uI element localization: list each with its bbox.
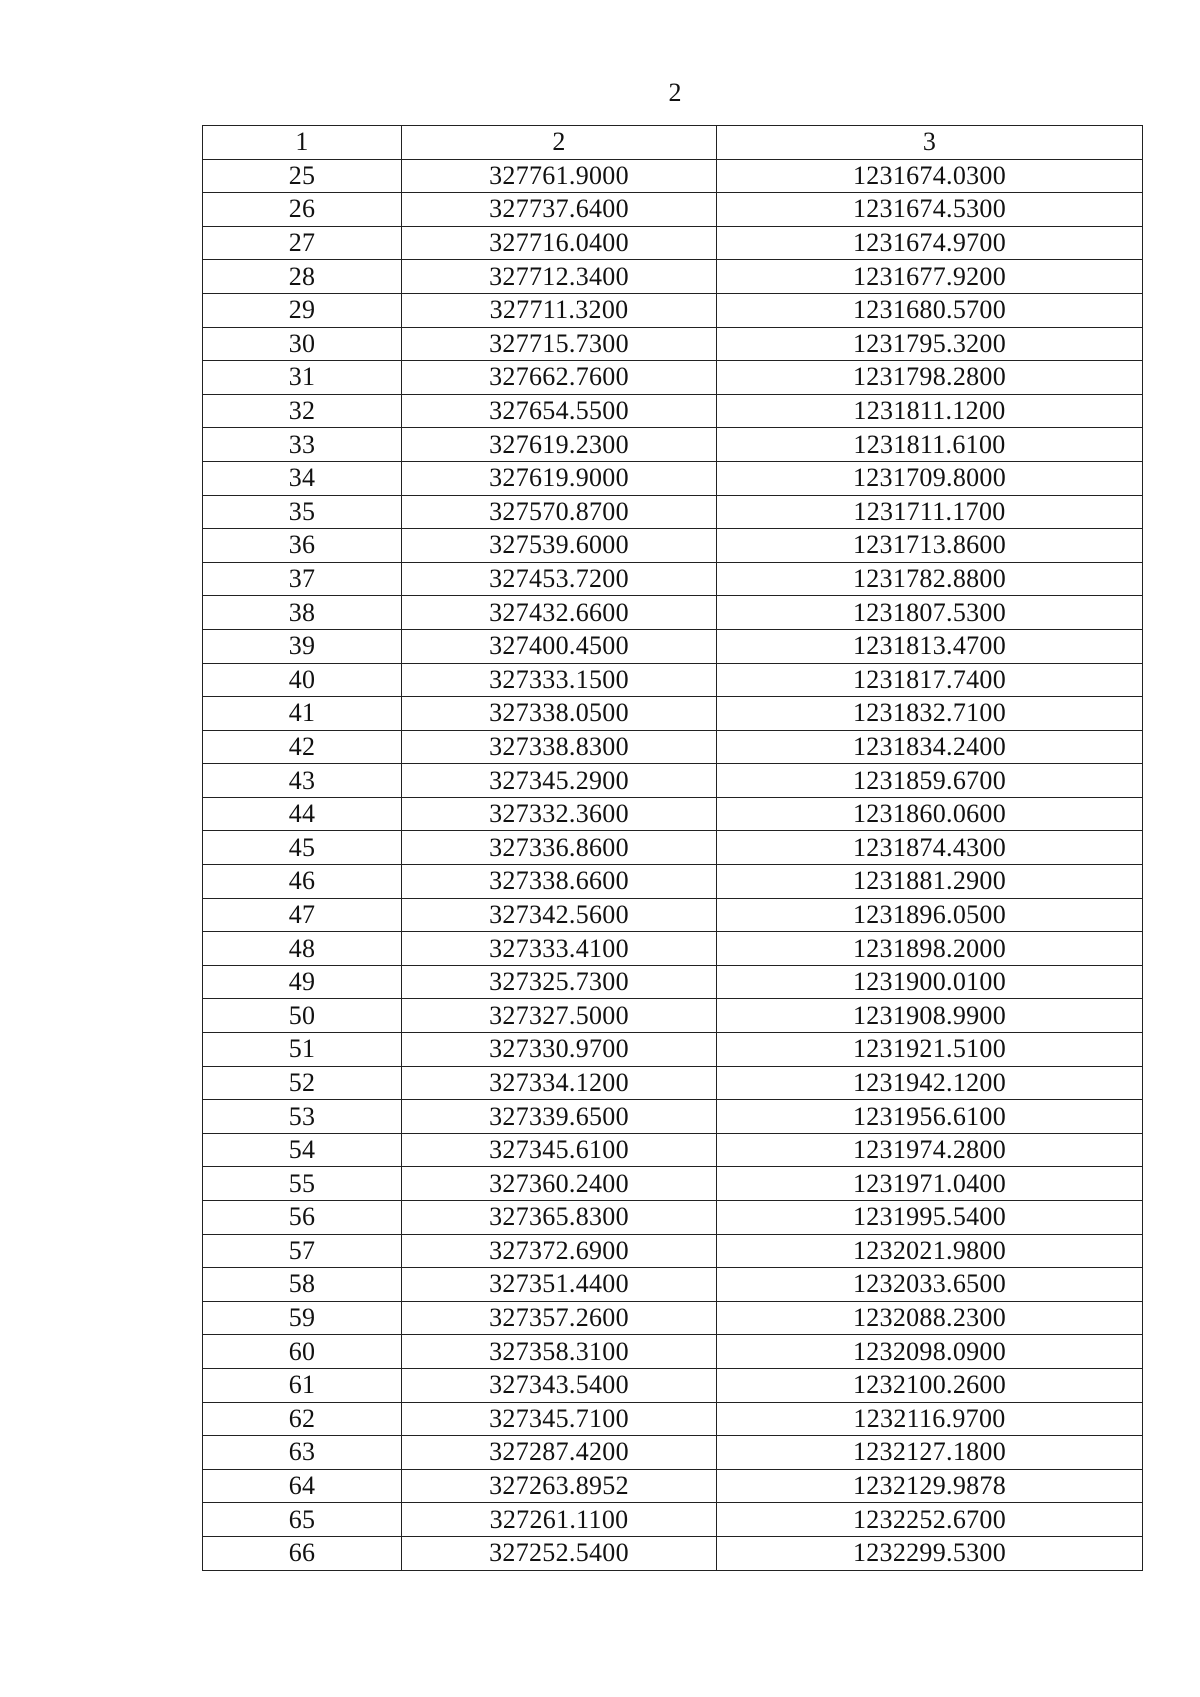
table-row [203,932,1143,966]
table-row [203,629,1143,663]
x-coordinate-cell: 327357.2600 [402,1301,717,1335]
y-coordinate-cell: 1231798.2800 [717,361,1143,395]
x-coordinate-cell: 327252.5400 [402,1536,717,1570]
y-coordinate-cell: 1232033.6500 [717,1268,1143,1302]
x-coordinate-cell: 327342.5600 [402,898,717,932]
table-row [203,999,1143,1033]
point-number-cell: 52 [203,1066,402,1100]
table-row [203,697,1143,731]
x-coordinate-cell: 327325.7300 [402,965,717,999]
y-coordinate-cell: 1232088.2300 [717,1301,1143,1335]
x-coordinate-cell: 327761.9000 [402,159,717,193]
y-coordinate-cell: 1231811.1200 [717,394,1143,428]
point-number-cell: 48 [203,932,402,966]
y-coordinate-cell: 1231859.6700 [717,764,1143,798]
x-coordinate-cell: 327619.2300 [402,428,717,462]
y-coordinate-cell: 1232252.6700 [717,1503,1143,1537]
point-number-cell: 29 [203,293,402,327]
y-coordinate-cell: 1231811.6100 [717,428,1143,462]
y-coordinate-cell: 1231898.2000 [717,932,1143,966]
point-number-cell: 25 [203,159,402,193]
point-number-cell: 32 [203,394,402,428]
table-row [203,1368,1143,1402]
point-number-cell: 37 [203,562,402,596]
point-number-cell: 59 [203,1301,402,1335]
point-number-cell: 65 [203,1503,402,1537]
x-coordinate-cell: 327619.9000 [402,461,717,495]
table-row [203,865,1143,899]
table-row [203,764,1143,798]
point-number-cell: 51 [203,1033,402,1067]
table-row [203,461,1143,495]
table-row [203,361,1143,395]
point-number-cell: 64 [203,1469,402,1503]
table-row [203,226,1143,260]
point-number-cell: 27 [203,226,402,260]
x-coordinate-cell: 327345.2900 [402,764,717,798]
point-number-cell: 28 [203,260,402,294]
point-number-cell: 66 [203,1536,402,1570]
y-coordinate-cell: 1231832.7100 [717,697,1143,731]
x-coordinate-cell: 327343.5400 [402,1368,717,1402]
point-number-cell: 56 [203,1201,402,1235]
x-coordinate-cell: 327333.4100 [402,932,717,966]
y-coordinate-cell: 1231942.1200 [717,1066,1143,1100]
y-coordinate-cell: 1231881.2900 [717,865,1143,899]
point-number-cell: 38 [203,596,402,630]
point-number-cell: 53 [203,1100,402,1134]
point-number-cell: 36 [203,529,402,563]
point-number-cell: 31 [203,361,402,395]
table-row [203,1335,1143,1369]
point-number-cell: 63 [203,1436,402,1470]
x-coordinate-cell: 327432.6600 [402,596,717,630]
y-coordinate-cell: 1232127.1800 [717,1436,1143,1470]
x-coordinate-cell: 327333.1500 [402,663,717,697]
x-coordinate-cell: 327327.5000 [402,999,717,1033]
x-coordinate-cell: 327345.6100 [402,1133,717,1167]
x-coordinate-cell: 327263.8952 [402,1469,717,1503]
y-coordinate-cell: 1231900.0100 [717,965,1143,999]
y-coordinate-cell: 1231674.9700 [717,226,1143,260]
point-number-cell: 44 [203,797,402,831]
table-row [203,596,1143,630]
x-coordinate-cell: 327716.0400 [402,226,717,260]
y-coordinate-cell: 1231908.9900 [717,999,1143,1033]
table-row [203,1100,1143,1134]
x-coordinate-cell: 327330.9700 [402,1033,717,1067]
x-coordinate-cell: 327332.3600 [402,797,717,831]
table-row [203,965,1143,999]
table-row [203,1133,1143,1167]
y-coordinate-cell: 1231713.8600 [717,529,1143,563]
x-coordinate-cell: 327570.8700 [402,495,717,529]
y-coordinate-cell: 1231860.0600 [717,797,1143,831]
x-coordinate-cell: 327715.7300 [402,327,717,361]
x-coordinate-cell: 327358.3100 [402,1335,717,1369]
table-row [203,831,1143,865]
table-row [203,1033,1143,1067]
y-coordinate-cell: 1231711.1700 [717,495,1143,529]
point-number-cell: 49 [203,965,402,999]
x-coordinate-cell: 327334.1200 [402,1066,717,1100]
table-row [203,1167,1143,1201]
point-number-cell: 47 [203,898,402,932]
table-row [203,1301,1143,1335]
table-row [203,260,1143,294]
y-coordinate-cell: 1231677.9200 [717,260,1143,294]
x-coordinate-cell: 327336.8600 [402,831,717,865]
table-row [203,562,1143,596]
y-coordinate-cell: 1231974.2800 [717,1133,1143,1167]
column-header: 1 [203,126,402,160]
table-row [203,1536,1143,1570]
x-coordinate-cell: 327338.0500 [402,697,717,731]
x-coordinate-cell: 327351.4400 [402,1268,717,1302]
x-coordinate-cell: 327712.3400 [402,260,717,294]
table-row [203,529,1143,563]
y-coordinate-cell: 1232100.2600 [717,1368,1143,1402]
x-coordinate-cell: 327711.3200 [402,293,717,327]
point-number-cell: 61 [203,1368,402,1402]
y-coordinate-cell: 1232116.9700 [717,1402,1143,1436]
y-coordinate-cell: 1231971.0400 [717,1167,1143,1201]
x-coordinate-cell: 327338.8300 [402,730,717,764]
y-coordinate-cell: 1231674.5300 [717,193,1143,227]
y-coordinate-cell: 1231813.4700 [717,629,1143,663]
point-number-cell: 45 [203,831,402,865]
table-row [203,797,1143,831]
point-number-cell: 33 [203,428,402,462]
x-coordinate-cell: 327365.8300 [402,1201,717,1235]
table-row [203,1402,1143,1436]
table-row [203,159,1143,193]
table-row [203,1503,1143,1537]
y-coordinate-cell: 1232021.9800 [717,1234,1143,1268]
point-number-cell: 35 [203,495,402,529]
y-coordinate-cell: 1231834.2400 [717,730,1143,764]
x-coordinate-cell: 327400.4500 [402,629,717,663]
point-number-cell: 26 [203,193,402,227]
y-coordinate-cell: 1231782.8800 [717,562,1143,596]
table-row [203,1436,1143,1470]
x-coordinate-cell: 327287.4200 [402,1436,717,1470]
column-header: 3 [717,126,1143,160]
table-row [203,663,1143,697]
table-row [203,730,1143,764]
point-number-cell: 30 [203,327,402,361]
x-coordinate-cell: 327662.7600 [402,361,717,395]
point-number-cell: 34 [203,461,402,495]
y-coordinate-cell: 1231795.3200 [717,327,1143,361]
point-number-cell: 41 [203,697,402,731]
table-row [203,1066,1143,1100]
point-number-cell: 55 [203,1167,402,1201]
y-coordinate-cell: 1232299.5300 [717,1536,1143,1570]
point-number-cell: 50 [203,999,402,1033]
table-row [203,1234,1143,1268]
x-coordinate-cell: 327372.6900 [402,1234,717,1268]
x-coordinate-cell: 327345.7100 [402,1402,717,1436]
page-number: 2 [668,78,682,107]
column-header: 2 [402,126,717,160]
y-coordinate-cell: 1232129.9878 [717,1469,1143,1503]
point-number-cell: 40 [203,663,402,697]
point-number-cell: 43 [203,764,402,798]
x-coordinate-cell: 327339.6500 [402,1100,717,1134]
x-coordinate-cell: 327539.6000 [402,529,717,563]
point-number-cell: 58 [203,1268,402,1302]
y-coordinate-cell: 1231956.6100 [717,1100,1143,1134]
table-row [203,1469,1143,1503]
table-body [203,159,1143,1570]
coordinates-table [202,125,1143,1571]
y-coordinate-cell: 1231817.7400 [717,663,1143,697]
y-coordinate-cell: 1232098.0900 [717,1335,1143,1369]
y-coordinate-cell: 1231674.0300 [717,159,1143,193]
table-row [203,1201,1143,1235]
x-coordinate-cell: 327654.5500 [402,394,717,428]
x-coordinate-cell: 327360.2400 [402,1167,717,1201]
y-coordinate-cell: 1231896.0500 [717,898,1143,932]
table-row [203,428,1143,462]
point-number-cell: 46 [203,865,402,899]
y-coordinate-cell: 1231709.8000 [717,461,1143,495]
point-number-cell: 42 [203,730,402,764]
x-coordinate-cell: 327338.6600 [402,865,717,899]
point-number-cell: 39 [203,629,402,663]
y-coordinate-cell: 1231995.5400 [717,1201,1143,1235]
table-header-row [203,126,1143,160]
point-number-cell: 54 [203,1133,402,1167]
x-coordinate-cell: 327737.6400 [402,193,717,227]
table-row [203,898,1143,932]
point-number-cell: 60 [203,1335,402,1369]
point-number-cell: 57 [203,1234,402,1268]
table-row [203,394,1143,428]
point-number-cell: 62 [203,1402,402,1436]
x-coordinate-cell: 327453.7200 [402,562,717,596]
table-row [203,193,1143,227]
table-row [203,495,1143,529]
y-coordinate-cell: 1231680.5700 [717,293,1143,327]
table-row [203,327,1143,361]
table-row [203,1268,1143,1302]
x-coordinate-cell: 327261.1100 [402,1503,717,1537]
y-coordinate-cell: 1231807.5300 [717,596,1143,630]
y-coordinate-cell: 1231921.5100 [717,1033,1143,1067]
y-coordinate-cell: 1231874.4300 [717,831,1143,865]
table-row [203,293,1143,327]
